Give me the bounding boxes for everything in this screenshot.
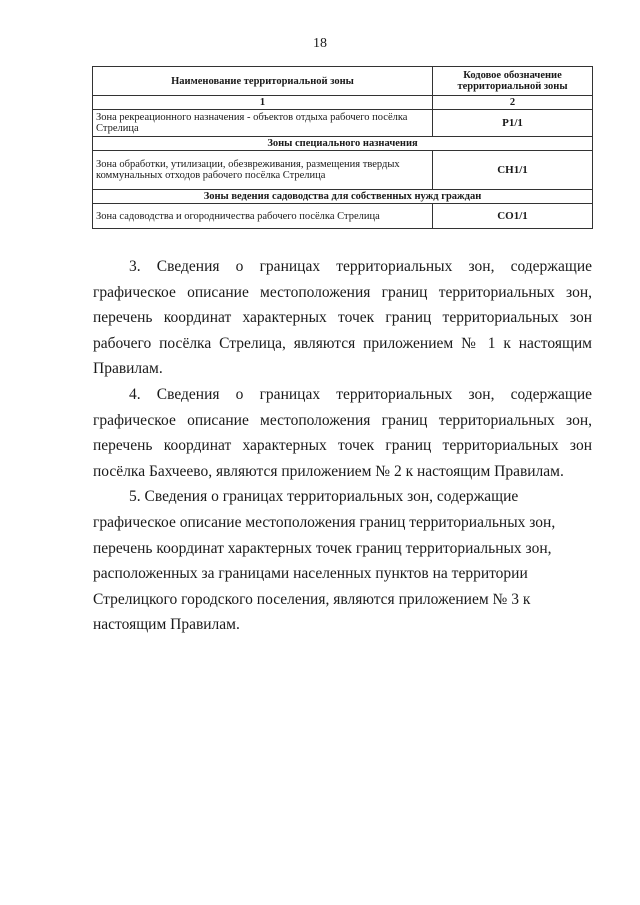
paragraph-3: 3. Сведения о границах территориальных зон, содержащие графическое описание местоположения границ территориальных зон, перечень координат характерных точек границ территориальных зон рабочего посёлка Стрелица, являются приложением № 1 к настоящим Правилам. [93,258,592,378]
zone-name-cell: Зона обработки, утилизации, обезвреживания, размещения твердых коммунальных отходов рабочего посёлка Стрелица [93,151,433,190]
section-heading: Зоны ведения садоводства для собственных нужд граждан [93,190,593,204]
table-row [93,110,593,137]
table-row [93,204,593,229]
table-row [93,151,593,190]
header-zone-name: Наименование территориальной зоны [93,67,433,96]
body-text [93,254,592,638]
zone-code-cell: СН1/1 [433,151,593,190]
section-heading: Зоны специального назначения [93,137,593,151]
column-number-1: 1 [93,96,433,110]
page-number: 18 [313,36,327,51]
table-header-row [93,67,593,96]
zone-name-cell: Зона садоводства и огородничества рабочего посёлка Стрелица [93,204,433,229]
zone-name-cell: Зона рекреационного назначения - объектов отдыха рабочего посёлка Стрелица [93,110,433,137]
section-row [93,190,593,204]
column-number-row [93,96,593,110]
column-number-2: 2 [433,96,593,110]
paragraph-5: 5. Сведения о границах территориальных зон, содержащие графическое описание местоположения границ территориальных зон, перечень координат характерных точек границ территориальных зон, расположенных за границами населенных пунктов на территории Стрелицкого городского поселения, являются приложением № 3 к настоящим Правилам. [93,488,556,634]
paragraph-4: 4. Сведения о границах территориальных зон, содержащие графическое описание местоположения границ территориальных зон, перечень координат характерных точек границ территориальных зон посёлка Бахчеево, являются приложением № 2 к настоящим Правилам. [93,385,592,480]
territorial-zones-table [92,66,593,229]
zone-code-cell: Р1/1 [433,110,593,137]
section-row [93,137,593,151]
zone-code-cell: СО1/1 [433,204,593,229]
header-zone-code: Кодовое обозначение территориальной зоны [433,67,593,96]
